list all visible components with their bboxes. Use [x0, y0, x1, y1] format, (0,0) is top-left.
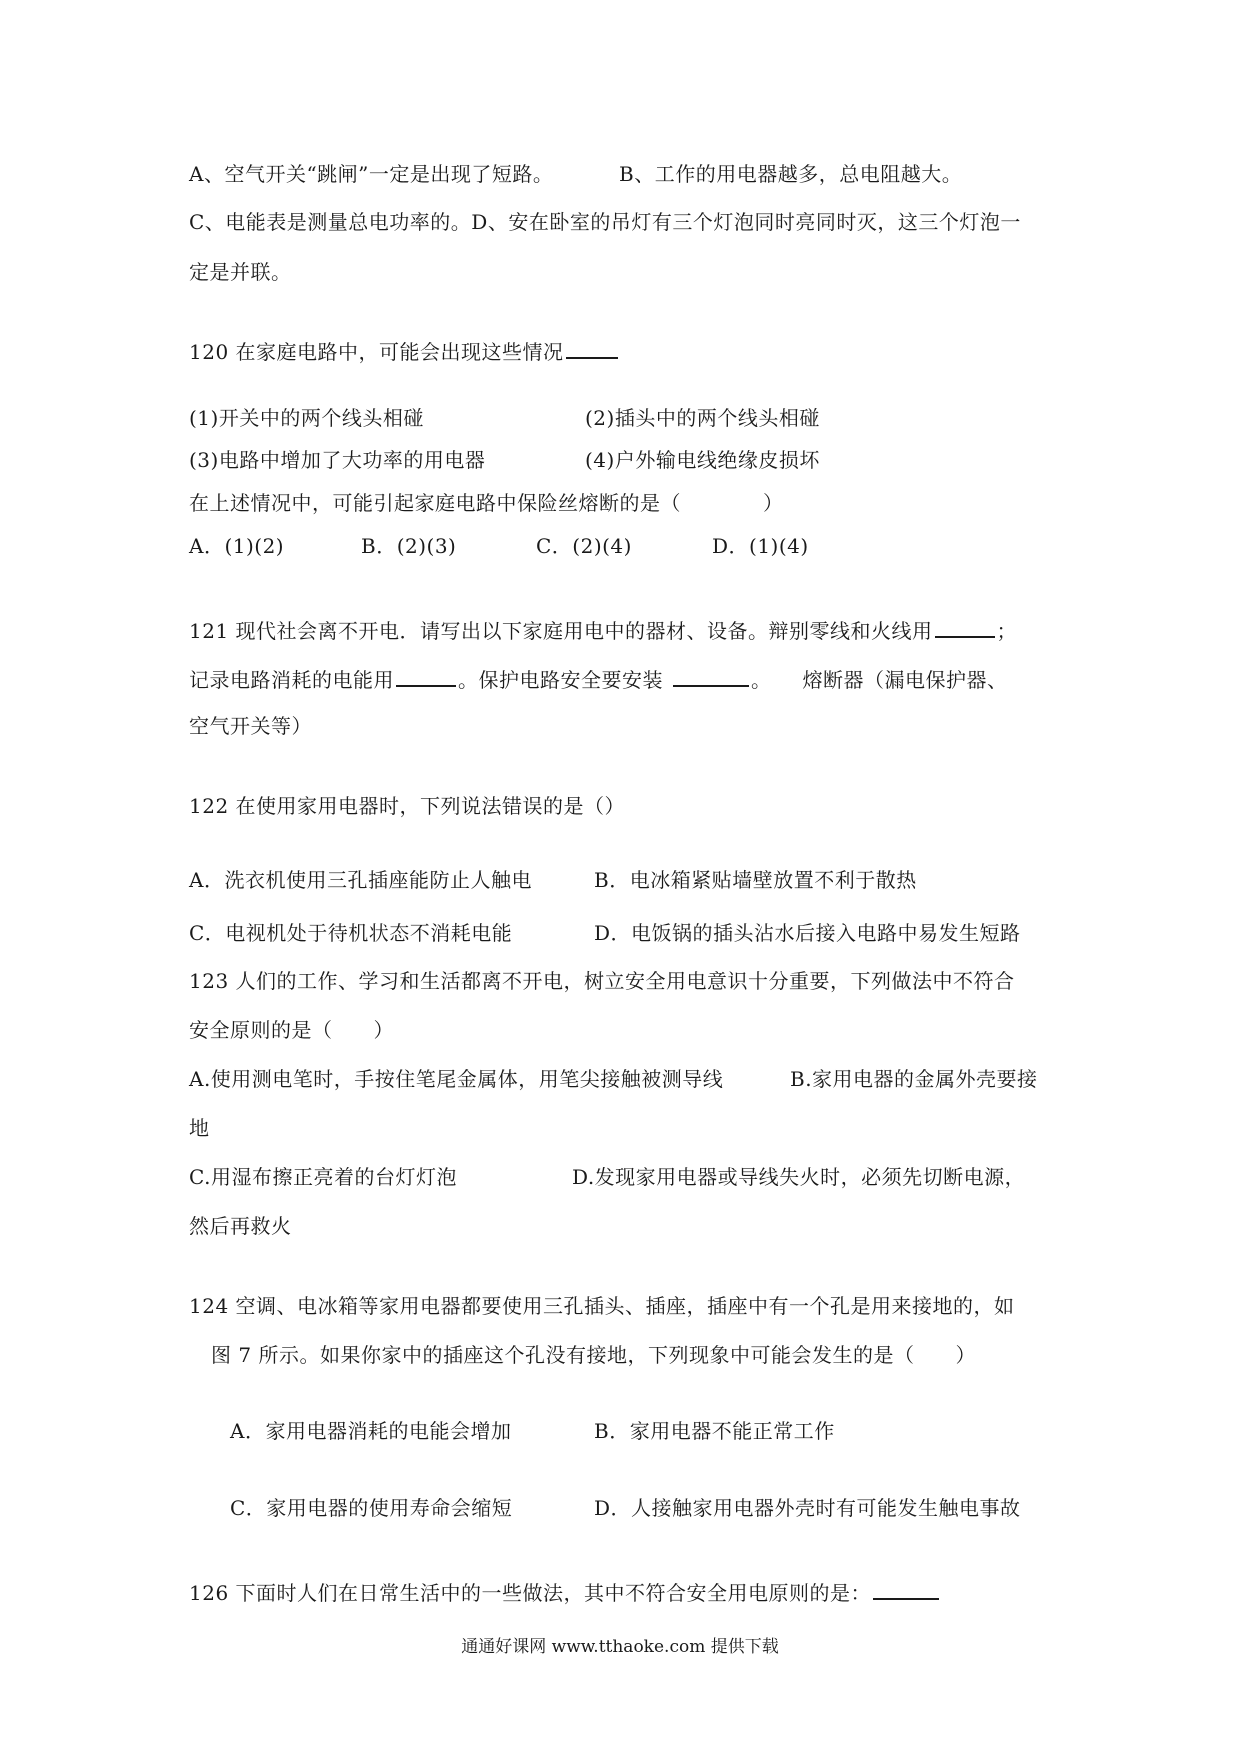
- q124-opt-a: A．家用电器消耗的电能会增加: [230, 1419, 512, 1443]
- q123-line1: 123 人们的工作、学习和生活都离不开电，树立安全用电意识十分重要，下列做法中不符合: [189, 969, 1015, 993]
- q122-opt-b: B．电冰箱紧贴墙壁放置不利于散热: [594, 868, 917, 892]
- page-footer: 通通好课网 www.tthaoke.com 提供下载: [461, 1637, 779, 1657]
- q121-line2: [189, 666, 1008, 694]
- q119-line3: 定是并联。: [189, 260, 292, 284]
- q123-line2: 安全原则的是（ ）: [189, 1018, 394, 1042]
- q121-line1-text: 121 现代社会离不开电．请写出以下家庭用电中的器材、设备。辩别零线和火线用: [189, 619, 933, 643]
- q120-choice-d: D．(1)(4): [712, 534, 809, 558]
- q124-opt-c: C．家用电器的使用寿命会缩短: [230, 1496, 513, 1520]
- q123-opt-a: A.使用测电笔时，手按住笔尾金属体，用笔尖接触被测导线: [189, 1067, 724, 1091]
- q120-stem-text: 120 在家庭电路中，可能会出现这些情况: [189, 340, 564, 364]
- q121-line1: [189, 617, 1017, 645]
- q121-blank-1[interactable]: [935, 618, 995, 638]
- q120-opt1: (1)开关中的两个线头相碰: [189, 406, 424, 430]
- q122-stem: 122 在使用家用电器时，下列说法错误的是（）: [189, 794, 626, 818]
- q120-opt4: (4)户外输电线绝缘皮损坏: [585, 448, 820, 472]
- q122-opt-d: D．电饭锅的插头沾水后接入电路中易发生短路: [594, 921, 1021, 945]
- q120-choice-a: A．(1)(2): [189, 534, 285, 558]
- q123-opt-d: D.发现家用电器或导线失火时，必须先切断电源，: [572, 1165, 1026, 1189]
- q120-answer-blank[interactable]: [566, 339, 618, 359]
- q120-question: 在上述情况中，可能引起家庭电路中保险丝熔断的是（ ）: [189, 491, 784, 515]
- q121-line2-b: 。保护电路安全要安装: [458, 668, 663, 692]
- q120-choice-c: C．(2)(4): [536, 534, 632, 558]
- q126-stem-text: 126 下面时人们在日常生活中的一些做法，其中不符合安全用电原则的是：: [189, 1581, 872, 1605]
- q126-answer-blank[interactable]: [873, 1580, 939, 1600]
- q123-opt-c: C.用湿布擦正亮着的台灯灯泡: [189, 1165, 457, 1189]
- q124-line2: 图 7 所示。如果你家中的插座这个孔没有接地，下列现象中可能会发生的是（ ）: [211, 1343, 976, 1367]
- q119-option-b: B、工作的用电器越多，总电阻越大。: [619, 162, 963, 186]
- q120-opt3: (3)电路中增加了大功率的用电器: [189, 448, 486, 472]
- q124-opt-b: B．家用电器不能正常工作: [594, 1419, 835, 1443]
- q121-line1-end: ；: [996, 619, 1018, 643]
- q120-stem: [189, 338, 620, 366]
- q122-opt-c: C．电视机处于待机状态不消耗电能: [189, 921, 513, 945]
- q123-opt-b-cont: 地: [189, 1116, 210, 1140]
- q121-blank-3[interactable]: [673, 667, 749, 687]
- q121-line3: 空气开关等）: [189, 714, 312, 738]
- q121-blank-2[interactable]: [396, 667, 456, 687]
- q126-stem: [189, 1579, 941, 1607]
- q120-opt2: (2)插头中的两个线头相碰: [585, 406, 820, 430]
- q124-opt-d: D．人接触家用电器外壳时有可能发生触电事故: [594, 1496, 1021, 1520]
- q122-opt-a: A．洗衣机使用三孔插座能防止人触电: [189, 868, 532, 892]
- q121-line2-c: 。 熔断器（漏电保护器、: [751, 668, 1008, 692]
- q124-line1: 124 空调、电冰箱等家用电器都要使用三孔插头、插座，插座中有一个孔是用来接地的，如: [189, 1294, 1015, 1318]
- q120-choice-b: B．(2)(3): [361, 534, 457, 558]
- q123-opt-b: B.家用电器的金属外壳要接: [790, 1067, 1038, 1091]
- q123-opt-d-cont: 然后再救火: [189, 1214, 292, 1238]
- q119-line1: [189, 160, 553, 188]
- q121-line2-a: 记录电路消耗的电能用: [189, 668, 394, 692]
- q119-option-a: A、空气开关“跳闸”一定是出现了短路。: [189, 162, 554, 186]
- q119-line2: C、电能表是测量总电功率的。D、安在卧室的吊灯有三个灯泡同时亮同时灭，这三个灯泡一: [189, 210, 1021, 234]
